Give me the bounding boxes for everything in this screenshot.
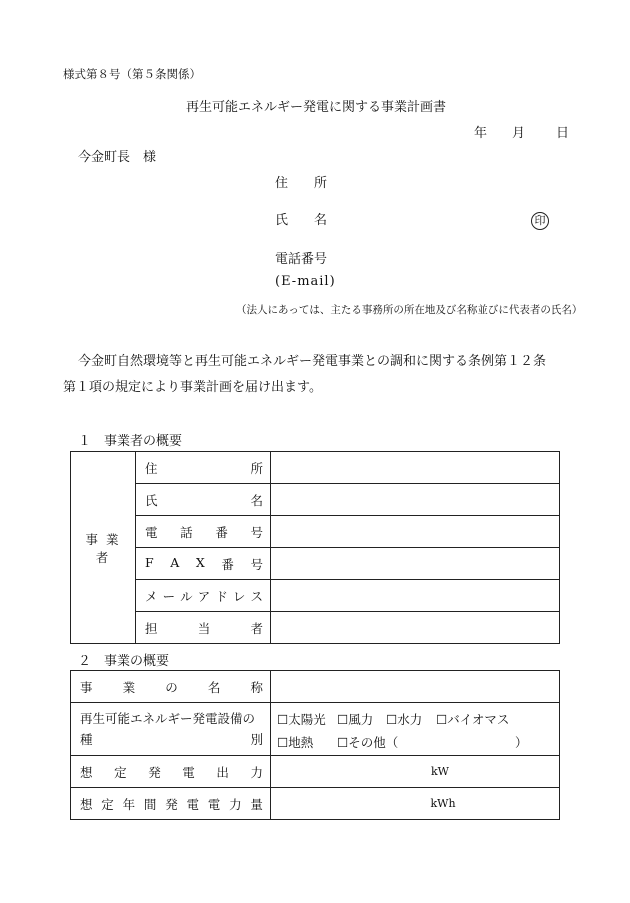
business-operator-table xyxy=(70,451,560,644)
document-title: 再生可能エネルギー発電に関する事業計画書 xyxy=(186,100,447,115)
date-month-label: 月 xyxy=(512,126,526,141)
option-solar-checkbox[interactable]: ☐太陽光 xyxy=(277,712,326,727)
annual-output-unit: kWh xyxy=(430,797,456,810)
option-hydro-checkbox[interactable]: ☐水力 xyxy=(386,712,423,727)
applicant-phone-label: 電話番号 xyxy=(275,252,328,267)
applicant-name-label: 氏 名 xyxy=(275,213,328,228)
applicant-email-label: (E-mail) xyxy=(275,274,336,289)
address-value-cell[interactable] xyxy=(271,452,560,484)
row-label-contact: 担 当 者 xyxy=(136,612,271,644)
output-unit: kW xyxy=(431,765,449,778)
body-text-line1: 今金町自然環境等と再生可能エネルギー発電事業との調和に関する条例第１２条 xyxy=(78,354,547,369)
section2-heading: ２ 事業の概要 xyxy=(78,654,170,669)
row-label-annual-output: 想 定 年 間 発 電 電 力 量 xyxy=(71,788,271,820)
section1-heading: １ 事業者の概要 xyxy=(78,434,183,449)
option-other-checkbox[interactable]: ☐その他（ xyxy=(337,735,399,750)
row-label-fax: F A X 番 号 xyxy=(136,548,271,580)
corporate-note: （法人にあっては、主たる事務所の所在地及び名称並びに代表者の氏名） xyxy=(236,304,583,316)
row-label-email: メ ー ル ア ド レ ス xyxy=(136,580,271,612)
option-biomass-checkbox[interactable]: ☐バイオマス xyxy=(436,712,510,727)
addressee: 今金町長 様 xyxy=(78,150,157,165)
applicant-address-label: 住 所 xyxy=(275,176,328,191)
email-value-cell[interactable] xyxy=(271,580,560,612)
date-year-label: 年 xyxy=(474,126,488,141)
phone-value-cell[interactable] xyxy=(271,516,560,548)
equipment-type-line1: 再生可能エネルギー発電設備の xyxy=(80,711,256,726)
form-number: 様式第８号（第５条関係） xyxy=(63,67,201,81)
business-overview-table xyxy=(70,670,560,820)
body-text-line2: 第１項の規定により事業計画を届け出ます。 xyxy=(63,380,322,395)
equipment-type-line2-b: 別 xyxy=(250,732,263,747)
contact-value-cell[interactable] xyxy=(271,612,560,644)
operator-group-label: 事業者 xyxy=(71,452,136,644)
output-value-cell[interactable] xyxy=(271,756,560,788)
row-label-phone: 電 話 番 号 xyxy=(136,516,271,548)
equipment-type-options xyxy=(271,703,560,756)
annual-output-value-cell[interactable] xyxy=(271,788,560,820)
row-label-output: 想 定 発 電 出 力 xyxy=(71,756,271,788)
seal-mark-icon xyxy=(531,209,549,230)
equipment-type-line2-a: 種 xyxy=(80,732,93,747)
business-name-value-cell[interactable] xyxy=(271,671,560,703)
row-label-equipment-type xyxy=(71,703,271,756)
fax-value-cell[interactable] xyxy=(271,548,560,580)
row-label-name: 氏 名 xyxy=(136,484,271,516)
seal-text: 印 xyxy=(531,212,549,230)
option-geothermal-checkbox[interactable]: ☐地熱 xyxy=(277,735,314,750)
option-other-close-paren: ） xyxy=(515,735,528,750)
name-value-cell[interactable] xyxy=(271,484,560,516)
option-wind-checkbox[interactable]: ☐風力 xyxy=(337,712,374,727)
date-day-label: 日 xyxy=(556,126,570,141)
row-label-address: 住 所 xyxy=(136,452,271,484)
row-label-business-name: 事 業 の 名 称 xyxy=(71,671,271,703)
